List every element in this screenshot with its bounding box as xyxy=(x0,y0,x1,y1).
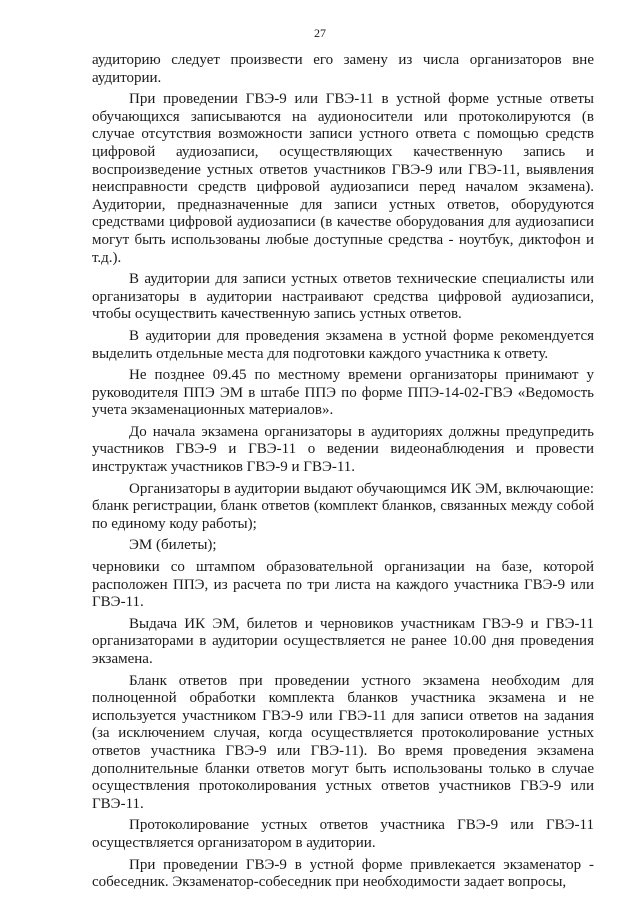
paragraph-oral-answers: При проведении ГВЭ-9 или ГВЭ-11 в устной форме устные ответы обучающихся записываются на аудионосители или протоколируются (в случае отсутствия возможности записи устного ответа с помощью средств цифровой аудиозаписи, осуществляющих качественную запись и воспроизведение устных ответов участников ГВЭ-9 или ГВЭ-11, выявления неисправности средств цифровой аудиозаписи перед началом экзамена). Аудитории, предназначенные для записи устных ответов, оборудуются средствами цифровой аудиозаписи (в качестве оборудования для аудиозаписи могут быть использованы любые доступные средства - ноутбук, диктофон и т.д.). xyxy=(92,91,594,266)
document-body xyxy=(92,52,594,896)
paragraph-examiner: При проведении ГВЭ-9 в устной форме привлекается экзаменатор - собеседник. Экзаменатор-собеседник при необходимости задает вопросы, xyxy=(92,856,594,891)
page-number: 27 xyxy=(314,26,326,40)
paragraph-materials-receipt: Не позднее 09.45 по местному времени организаторы принимают у руководителя ППЭ ЭМ в штабе ППЭ по форме ППЭ-14-02-ГВЭ «Ведомость учета экзаменационных материалов». xyxy=(92,367,594,419)
paragraph-protocol: Протоколирование устных ответов участника ГВЭ-9 или ГВЭ-11 осуществляется организатором в аудитории. xyxy=(92,817,594,851)
paragraph-audio-setup: В аудитории для записи устных ответов технические специалисты или организаторы в аудитории настраивают средства цифровой аудиозаписи, чтобы осуществить качественную запись устных ответов. xyxy=(92,271,594,323)
paragraph-answer-form: Бланк ответов при проведении устного экзамена необходим для полноценной обработки комплекта бланков участника экзамена и не используется участником ГВЭ-9 или ГВЭ-11 для записи ответов на задания (за исключением случая, когда осуществляется протоколирование устных ответов участника ГВЭ-9 или ГВЭ-11). Во время проведения экзамена дополнительные бланки ответов могут быть использованы только в случае осуществления протоколирования устных ответов участников ГВЭ-9 или ГВЭ-11. xyxy=(92,672,594,812)
paragraph-drafts: черновики со штампом образовательной организации на базе, которой расположен ППЭ, из расчета по три листа на каждого участника ГВЭ-9 или ГВЭ-11. xyxy=(92,559,594,611)
paragraph-instruction: До начала экзамена организаторы в аудиториях должны предупредить участников ГВЭ-9 и ГВЭ-11 о ведении видеонаблюдения и провести инструктаж участников ГВЭ-9 и ГВЭ-11. xyxy=(92,423,594,476)
paragraph-issue-time: Выдача ИК ЭМ, билетов и черновиков участникам ГВЭ-9 и ГВЭ-11 организаторами в аудитории осуществляется не ранее 10.00 дня проведения экзамена. xyxy=(92,615,594,667)
paragraph-issue-kits: Организаторы в аудитории выдают обучающимся ИК ЭМ, включающие: бланк регистрации, бланк ответов (комплект бланков, связанных между собой по единому коду работы); xyxy=(92,480,594,532)
paragraph-continuation: аудиторию следует произвести его замену из числа организаторов вне аудитории. xyxy=(92,52,594,86)
paragraph-tickets: ЭМ (билеты); xyxy=(129,537,217,554)
paragraph-preparation-places: В аудитории для проведения экзамена в устной форме рекомендуется выделить отдельные места для подготовки каждого участника к ответу. xyxy=(92,327,594,362)
